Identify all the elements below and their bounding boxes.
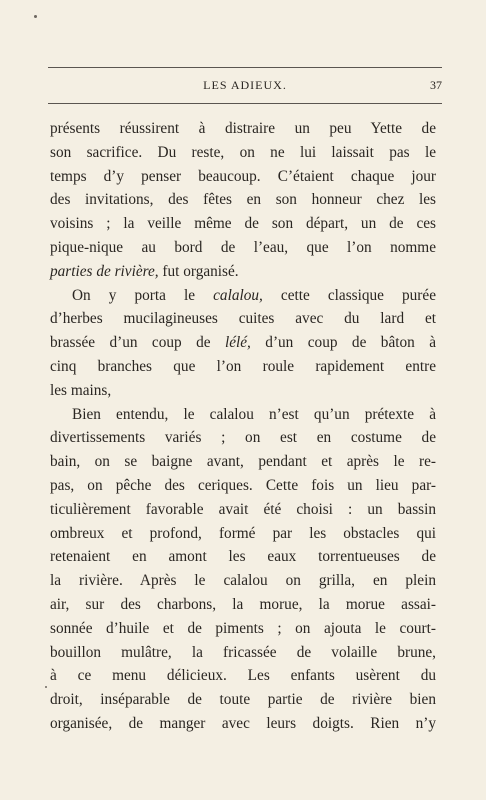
header-rule-bottom bbox=[48, 103, 442, 104]
ink-speck bbox=[45, 686, 47, 688]
text-span: Bien entendu, le calalou n’est qu’un prétexte à bbox=[72, 405, 436, 423]
text-span: d’herbes mucilagineuses cuites avec du lard et bbox=[50, 310, 436, 328]
text-span: sonnée d’huile et de piments ; on ajouta le court- bbox=[50, 619, 436, 637]
text-line bbox=[50, 664, 436, 688]
text-line bbox=[50, 617, 436, 641]
text-line bbox=[50, 188, 436, 212]
ink-speck bbox=[34, 15, 37, 18]
text-span: temps d’y penser beaucoup. C’étaient chaque jour bbox=[50, 167, 436, 185]
text-span: des invitations, des fêtes en son honneur chez les bbox=[50, 191, 436, 209]
text-span: ombreux et profond, formé par les obstacles qui bbox=[50, 524, 436, 542]
text-line bbox=[50, 379, 436, 403]
text-span: cinq branches que l’on roule rapidement entre bbox=[50, 357, 436, 375]
text-span: bouillon mulâtre, la fricassée de volaille brune, bbox=[50, 643, 436, 661]
text-line bbox=[50, 141, 436, 165]
text-line bbox=[50, 117, 436, 141]
text-line bbox=[50, 331, 436, 355]
text-span: d’un coup de bâton à bbox=[250, 334, 436, 352]
text-span: retenaient en amont les eaux torrentueuses de bbox=[50, 548, 436, 566]
text-span: air, sur des charbons, la morue, la morue assai- bbox=[50, 595, 436, 613]
text-line bbox=[50, 165, 436, 189]
text-line bbox=[50, 522, 436, 546]
text-span: divertissements variés ; on est en costume de bbox=[50, 429, 436, 447]
running-header bbox=[48, 78, 442, 96]
chapter-title: LES ADIEUX. bbox=[203, 78, 287, 92]
text-span: fut organisé. bbox=[158, 262, 239, 280]
text-line bbox=[50, 403, 436, 427]
text-span: présents réussirent à distraire un peu Yette de bbox=[50, 120, 436, 137]
text-span: brassée d’un coup de bbox=[50, 334, 225, 352]
text-span: organisée, de manger avec leurs doigts. Rien n’y bbox=[50, 714, 436, 732]
text-span: ticulièrement favorable avait été choisi : un bassin bbox=[50, 500, 436, 518]
text-line bbox=[50, 355, 436, 379]
text-line bbox=[50, 712, 436, 736]
italic-term: parties de rivière, bbox=[50, 262, 159, 280]
text-span: droit, inséparable de toute partie de rivière bien bbox=[50, 691, 436, 709]
text-line bbox=[50, 260, 436, 284]
text-line bbox=[50, 498, 436, 522]
text-line bbox=[50, 450, 436, 474]
text-span: On y porta le bbox=[72, 286, 214, 304]
text-line bbox=[50, 474, 436, 498]
text-line bbox=[50, 307, 436, 331]
text-span: à ce menu délicieux. Les enfants usèrent du bbox=[50, 667, 436, 685]
body-text bbox=[50, 117, 436, 736]
text-line bbox=[50, 426, 436, 450]
text-line bbox=[50, 641, 436, 665]
text-line bbox=[50, 593, 436, 617]
italic-term: lélé, bbox=[224, 334, 251, 352]
header-rule-top bbox=[48, 67, 442, 68]
text-line bbox=[50, 284, 436, 308]
text-span: pique-nique au bord de l’eau, que l’on nomme bbox=[50, 238, 436, 256]
text-span: cette classique purée bbox=[262, 286, 436, 304]
text-span: pas, on pêche des ceriques. Cette fois un lieu par- bbox=[50, 476, 436, 494]
text-span: les mains, bbox=[50, 381, 112, 399]
text-span: voisins ; la veille même de son départ, un de ces bbox=[50, 215, 436, 233]
text-span: bain, on se baigne avant, pendant et après le re- bbox=[50, 453, 436, 471]
text-span: son sacrifice. Du reste, on ne lui laissait pas le bbox=[50, 143, 436, 161]
text-line bbox=[50, 688, 436, 712]
italic-term: calalou, bbox=[213, 286, 263, 304]
text-line bbox=[50, 545, 436, 569]
page-number: 37 bbox=[430, 78, 442, 92]
text-line bbox=[50, 569, 436, 593]
text-line bbox=[50, 236, 436, 260]
text-span: la rivière. Après le calalou on grilla, en plein bbox=[50, 572, 436, 590]
text-line bbox=[50, 212, 436, 236]
